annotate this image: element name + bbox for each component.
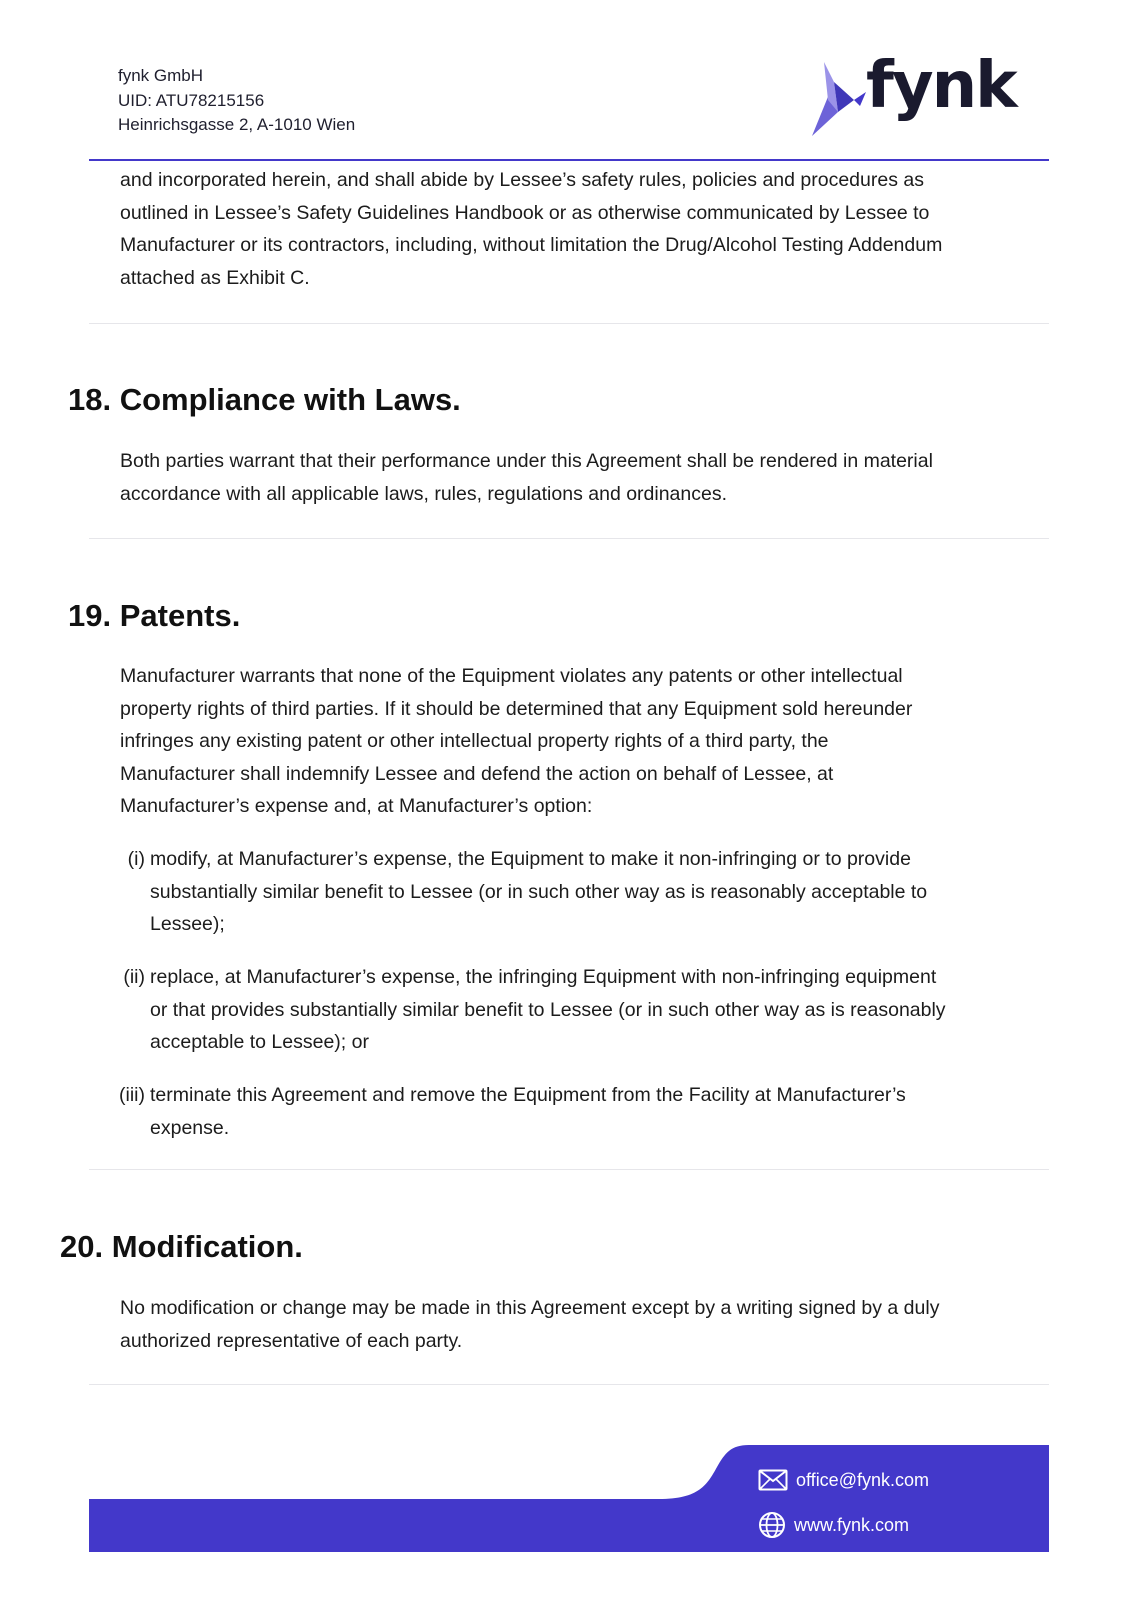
list-item: (i) modify, at Manufacturer’s expense, the Equipment to make it non-infringing or to provide substantially similar benefit to Lessee (or in such other way as is reasonably acceptable to Lessee); (150, 843, 1050, 941)
bird-logo-icon (808, 60, 870, 142)
company-info (118, 64, 355, 138)
list-marker: (ii) (123, 966, 145, 988)
intro-paragraph: and incorporated herein, and shall abide by Lessee’s safety rules, policies and procedures as outlined in Lessee’s Safety Guidelines Handbook or as otherwise communicated by Lessee to Manufacturer or its contractors, including, without limitation the Drug/Alcohol Testing Addendum attached as Exhibit C. (120, 169, 943, 289)
company-uid: UID: ATU78215156 (118, 90, 265, 110)
section-20-body: No modification or change may be made in this Agreement except by a writing signed by a duly authorized representative of each party. (120, 1297, 940, 1352)
footer-email-text[interactable]: office@fynk.com (796, 1469, 929, 1490)
list-marker: (i) (127, 848, 145, 870)
section-20-heading (60, 1229, 303, 1265)
company-name: fynk GmbH (118, 66, 204, 85)
list-item: (iii) terminate this Agreement and remove the Equipment from the Facility at Manufacturer’s expense. (150, 1079, 1050, 1144)
section-number: 19. (68, 598, 112, 633)
list-marker: (iii) (119, 1084, 145, 1106)
logo-wordmark: fynk (866, 49, 1016, 123)
section-divider (89, 323, 1049, 324)
section-18-body: Both parties warrant that their performance under this Agreement shall be rendered in material accordance with all applicable laws, rules, regulations and ordinances. (120, 450, 933, 505)
section-divider (89, 1169, 1049, 1170)
footer-email[interactable] (758, 1469, 929, 1491)
footer-website-text[interactable]: www.fynk.com (794, 1514, 910, 1535)
header-divider (89, 159, 1049, 161)
list-item: (ii) replace, at Manufacturer’s expense, the infringing Equipment with non-infringing equipment or that provides substantially similar benefit to Lessee (or in such other way as is reasonably acceptable to Lessee); or (150, 961, 1050, 1059)
section-divider (89, 538, 1049, 539)
section-title: Compliance with Laws. (119, 382, 461, 417)
fynk-logo (808, 49, 1016, 142)
globe-icon (758, 1511, 786, 1539)
section-title: Patents. (119, 598, 241, 633)
section-18-heading (68, 382, 461, 418)
section-divider (89, 1384, 1049, 1385)
section-number: 20. (60, 1229, 104, 1264)
section-19-body: Manufacturer warrants that none of the Equipment violates any patents or other intellectual property rights of third parties. If it should be determined that any Equipment sold hereunder infringes any existing patent or other intellectual property rights of a third party, the Manufacturer shall indemnify Lessee and defend the action on behalf of Lessee, at Manufacturer’s expense and, at Manufacturer’s option: (120, 665, 913, 817)
footer-website[interactable] (758, 1511, 909, 1539)
section-19-heading (68, 598, 240, 634)
envelope-icon (758, 1469, 788, 1491)
section-title: Modification. (111, 1229, 303, 1264)
section-number: 18. (68, 382, 112, 417)
company-address: Heinrichsgasse 2, A-1010 Wien (118, 115, 356, 134)
